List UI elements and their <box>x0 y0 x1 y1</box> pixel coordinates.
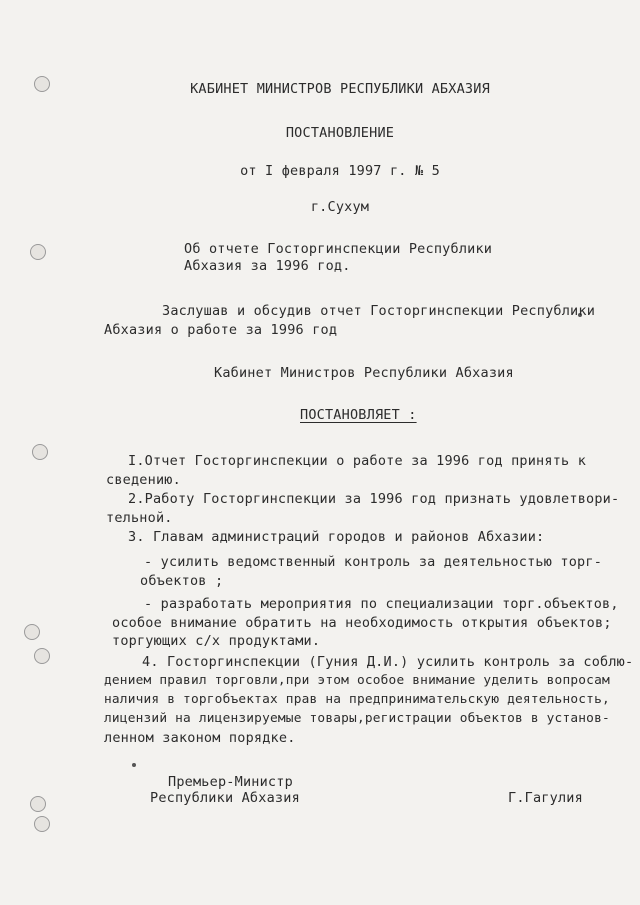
ink-spot <box>132 763 136 767</box>
punch-hole-mark <box>34 648 50 664</box>
item-1: I.Отчет Госторгинспекции о работе за 1996 год принять к <box>128 453 587 469</box>
subject-line: Абхазия за 1996 год. <box>184 258 351 274</box>
subject-line: Об отчете Госторгинспекции Республики <box>184 241 493 257</box>
item-3a: объектов ; <box>140 573 224 589</box>
item-4: наличия в торгобъектах прав на предпринимательскую деятельность, <box>104 692 610 707</box>
item-2: 2.Работу Госторгинспекции за 1996 год признать удовлетвори- <box>128 491 620 507</box>
punch-hole-mark <box>30 244 46 260</box>
punch-hole-mark <box>34 816 50 832</box>
signatory-title: Премьер-Министр <box>168 774 293 790</box>
signatory-name: Г.Гагулия <box>508 790 583 806</box>
preamble-line: Заслушав и обсудив отчет Госторгинспекции Республики <box>162 303 596 319</box>
preamble-line: Абхазия о работе за 1996 год <box>104 322 338 338</box>
item-3b: особое внимание обратить на необходимость открытия объектов; <box>112 615 612 631</box>
item-3a: - усилить ведомственный контроль за деятельностью торг- <box>144 554 603 570</box>
item-3: 3. Главам администраций городов и районов Абхазии: <box>128 529 545 545</box>
decree-body: Кабинет Министров Республики Абхазия <box>214 365 514 381</box>
signatory-title: Республики Абхазия <box>150 790 300 806</box>
punch-hole-mark <box>34 76 50 92</box>
punch-hole-mark <box>24 624 40 640</box>
punch-hole-mark <box>30 796 46 812</box>
document-type: ПОСТАНОВЛЕНИЕ <box>285 125 395 141</box>
item-4: 4. Госторгинспекции (Гуния Д.И.) усилить контроль за соблю- <box>142 654 634 670</box>
decree-verb: ПОСТАНОВЛЯЕТ : <box>300 407 417 423</box>
city: г.Сухум <box>310 199 370 215</box>
date-number: от I февраля 1997 г. № 5 <box>240 163 440 179</box>
item-3b: - разработать мероприятия по специализации торг.объектов, <box>144 596 619 612</box>
issuing-authority: КАБИНЕТ МИНИСТРОВ РЕСПУБЛИКИ АБХАЗИЯ <box>190 81 490 97</box>
item-4: ленном законом порядке. <box>104 730 296 746</box>
item-4: дением правил торговли,при этом особое внимание уделить вопросам <box>104 673 610 688</box>
item-4: лицензий на лицензируемые товары,регистрации объектов в установ- <box>104 711 610 726</box>
item-1: сведению. <box>106 472 181 488</box>
item-3b: торгующих с/х продуктами. <box>112 633 321 649</box>
item-2: тельной. <box>106 510 173 526</box>
punch-hole-mark <box>32 444 48 460</box>
